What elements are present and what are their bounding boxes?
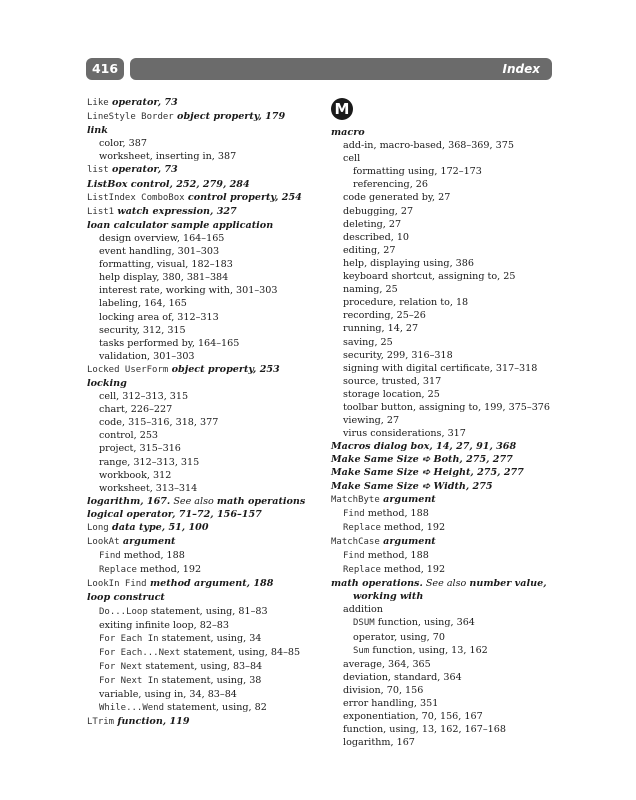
index-subentry (87, 674, 337, 688)
entry-text: deviation, standard, 364 (343, 671, 462, 683)
entry-text: operator, using, 70 (353, 631, 445, 643)
index-subentry (87, 390, 337, 403)
running-header (86, 58, 552, 80)
entry-text: statement, using, 81–83 (147, 605, 268, 617)
index-subentry (331, 283, 571, 296)
code-term: Find (99, 551, 121, 562)
entry-text: number value, working with (353, 578, 547, 603)
index-subentry (331, 671, 571, 684)
index-subentry (87, 660, 337, 674)
index-subentry (331, 414, 571, 427)
code-term: While...Wend (99, 703, 165, 714)
index-entry (87, 577, 337, 591)
entry-text: event handling, 301–303 (99, 246, 220, 258)
entry-text: average, 364, 365 (343, 658, 431, 670)
index-entry (87, 178, 337, 191)
entry-text: security, 312, 315 (99, 324, 186, 336)
entry-text: Macros dialog box, 14, 27, 91, 368 (331, 441, 517, 453)
entry-text: cell (343, 153, 361, 165)
entry-text: procedure, relation to, 18 (343, 297, 469, 309)
index-subentry (87, 403, 337, 416)
entry-text: running, 14, 27 (343, 323, 419, 335)
index-entry (87, 535, 337, 549)
entry-text: division, 70, 156 (343, 684, 424, 696)
index-entry (331, 466, 571, 479)
code-term: Long (87, 523, 109, 533)
entry-text: watch expression, 327 (114, 205, 237, 217)
index-subentry (87, 646, 337, 660)
entry-text: method, 192 (380, 521, 446, 533)
code-term: Do...Loop (99, 606, 148, 617)
index-subentry (87, 429, 337, 442)
code-term: ListIndex ComboBox (87, 192, 185, 203)
index-entry (331, 480, 571, 493)
index-subentry (331, 296, 571, 309)
entry-text: chart, 226–227 (99, 404, 173, 416)
index-entry (87, 219, 337, 232)
entry-text: logical operator, 71–72, 156–157 (87, 508, 262, 520)
index-subentry (87, 337, 337, 350)
entry-text: exiting infinite loop, 82–83 (99, 619, 229, 631)
letter-badge-icon: M (331, 98, 353, 120)
entry-text: loop construct (87, 592, 165, 604)
entry-text: deleting, 27 (343, 218, 402, 230)
entry-text: debugging, 27 (343, 205, 414, 217)
entry-text: statement, using, 83–84 (142, 660, 263, 672)
entry-text: source, trusted, 317 (343, 375, 442, 387)
index-entry (87, 191, 337, 205)
index-subentry (87, 456, 337, 469)
code-term: List1 (87, 206, 115, 217)
index-subentry (331, 736, 571, 749)
code-term: LookIn Find (87, 579, 147, 590)
index-entry (87, 508, 337, 521)
entry-text: object property, 253 (168, 363, 280, 375)
index-entry (331, 577, 571, 603)
index-subentry (87, 232, 337, 245)
index-subentry (331, 388, 571, 401)
index-subentry (331, 563, 571, 577)
index-subentry (87, 324, 337, 337)
entry-text: worksheet, inserting in, 387 (99, 151, 237, 163)
index-entry (87, 495, 337, 508)
entry-text: method argument, 188 (146, 578, 274, 590)
entry-text: range, 312–313, 315 (99, 456, 200, 468)
entry-text: operator, 73 (108, 97, 178, 108)
index-subentry (331, 257, 571, 270)
entry-text: storage location, 25 (343, 388, 440, 400)
entry-text: method, 192 (380, 564, 446, 576)
index-subentry (331, 139, 571, 152)
index-subentry (87, 632, 337, 646)
index-entry (87, 715, 337, 729)
index-subentry (331, 549, 571, 563)
entry-text: signing with digital certificate, 317–318 (343, 362, 538, 374)
entry-text: editing, 27 (343, 244, 396, 256)
entry-text: help display, 380, 381–384 (99, 272, 229, 284)
entry-text: control property, 254 (184, 191, 302, 203)
code-term: LineStyle Border (87, 112, 174, 123)
index-entry (331, 440, 571, 453)
entry-text: addition (343, 604, 383, 616)
index-subentry (331, 362, 571, 375)
entry-text: saving, 25 (343, 336, 393, 348)
entry-text: design overview, 164–165 (99, 232, 225, 244)
entry-text: argument (119, 536, 176, 548)
entry-text: Make Same Size ➪ Both, 275, 277 (331, 454, 513, 466)
code-term: For Each...Next (99, 647, 181, 658)
entry-text: method, 188 (364, 550, 429, 561)
entry-text: link (87, 125, 108, 137)
entry-text: error handling, 351 (343, 698, 439, 710)
index-subentry (331, 165, 571, 178)
index-subentry (331, 270, 571, 283)
index-subentry (331, 231, 571, 244)
entry-text: logarithm, 167. (87, 495, 171, 507)
entry-text: tasks performed by, 164–165 (99, 337, 240, 349)
section-title: Index (502, 62, 540, 76)
entry-text: See also (170, 495, 217, 507)
entry-text: security, 299, 316–318 (343, 349, 453, 361)
index-column-left (87, 96, 337, 729)
entry-text: variable, using in, 34, 83–84 (99, 689, 237, 701)
index-subentry (331, 723, 571, 736)
index-subentry (87, 563, 337, 577)
index-subentry (331, 631, 571, 644)
entry-text: operator, 73 (108, 164, 178, 176)
index-entry (87, 124, 337, 137)
entry-text: locking area of, 312–313 (99, 311, 219, 323)
index-entry (87, 377, 337, 390)
entry-text: formatting, visual, 182–183 (99, 259, 233, 271)
index-subentry (87, 258, 337, 271)
entry-text: project, 315–316 (99, 443, 181, 455)
entry-text: statement, using, 82 (164, 702, 267, 714)
index-subentry (87, 469, 337, 482)
entry-text: method, 188 (120, 550, 185, 562)
index-subentry (331, 152, 571, 165)
index-subentry (331, 603, 571, 616)
index-entry (87, 110, 337, 124)
code-term: Find (343, 508, 365, 519)
index-subentry (331, 218, 571, 231)
entry-text: math operations (216, 495, 306, 507)
index-subentry (87, 482, 337, 495)
entry-text: formatting using, 172–173 (353, 166, 482, 178)
index-subentry (331, 616, 571, 630)
index-entry (331, 453, 571, 466)
entry-text: method, 188 (364, 507, 429, 519)
entry-text: Make Same Size ➪ Width, 275 (331, 480, 493, 492)
index-entry (87, 96, 337, 110)
code-term: Replace (343, 522, 381, 533)
index-subentry (87, 701, 337, 715)
entry-text: toolbar button, assigning to, 199, 375–376 (343, 401, 551, 413)
index-subentry (331, 244, 571, 257)
code-term: Replace (99, 565, 137, 576)
index-subentry (87, 245, 337, 258)
code-term: list (87, 165, 109, 176)
entry-text: add-in, macro-based, 368–369, 375 (343, 140, 514, 152)
entry-text: function, using, 364 (374, 617, 475, 629)
entry-text: ListBox control, 252, 279, 284 (87, 178, 250, 190)
code-term: Like (87, 98, 109, 108)
entry-text: keyboard shortcut, assigning to, 25 (343, 271, 516, 283)
index-subentry (87, 137, 337, 150)
code-term: Replace (343, 565, 381, 576)
index-subentry (87, 549, 337, 563)
code-term: Locked UserForm (87, 364, 169, 375)
entry-text: color, 387 (99, 138, 147, 150)
entry-text: statement, using, 84–85 (180, 646, 301, 658)
code-term: MatchByte (331, 494, 380, 505)
index-subentry (331, 336, 571, 349)
entry-text: function, using, 13, 162 (369, 644, 488, 656)
entry-text: help, displaying using, 386 (343, 257, 474, 269)
entry-text: argument (379, 493, 436, 505)
code-term: For Next (99, 661, 143, 672)
index-subentry (331, 375, 571, 388)
index-subentry (331, 507, 571, 521)
index-subentry (331, 710, 571, 723)
index-subentry (331, 644, 571, 658)
entry-text: argument (379, 535, 436, 547)
code-term: For Next In (99, 676, 159, 687)
index-subentry (331, 322, 571, 335)
entry-text: method, 192 (136, 564, 202, 576)
index-subentry (331, 521, 571, 535)
code-term: Find (343, 551, 365, 561)
index-column-right (331, 96, 571, 749)
index-subentry (331, 178, 571, 191)
index-entry (331, 126, 571, 139)
index-subentry (87, 271, 337, 284)
entry-text: viewing, 27 (343, 415, 400, 427)
index-entry (331, 493, 571, 507)
index-subentry (87, 311, 337, 324)
index-entry (87, 363, 337, 377)
index-entry (87, 163, 337, 177)
index-subentry (331, 684, 571, 697)
index-subentry (331, 205, 571, 218)
entry-text: function, 119 (114, 716, 190, 728)
entry-text: recording, 25–26 (343, 310, 426, 322)
entry-text: logarithm, 167 (343, 737, 415, 749)
index-subentry (331, 658, 571, 671)
index-subentry (87, 297, 337, 310)
entry-text: Make Same Size ➪ Height, 275, 277 (331, 467, 524, 479)
entry-text: locking (87, 377, 127, 389)
index-entry (87, 205, 337, 219)
code-term: MatchCase (331, 536, 380, 547)
code-term: LookAt (87, 537, 120, 548)
code-term: Sum (353, 645, 370, 656)
index-entry (87, 521, 337, 535)
index-entries-m (331, 126, 571, 749)
index-subentry (87, 605, 337, 619)
entry-text: naming, 25 (343, 284, 398, 296)
entry-text: validation, 301–303 (99, 350, 195, 362)
index-subentry (331, 427, 571, 440)
index-subentry (87, 442, 337, 455)
entry-text: code generated by, 27 (343, 192, 451, 204)
entry-text: function, using, 13, 162, 167–168 (343, 724, 506, 736)
index-subentry (87, 619, 337, 632)
index-subentry (331, 309, 571, 322)
code-term: For Each In (99, 633, 159, 644)
index-subentry (331, 697, 571, 710)
entry-text: statement, using, 38 (158, 675, 262, 687)
entry-text: interest rate, working with, 301–303 (99, 285, 278, 297)
entry-text: object property, 179 (173, 111, 286, 123)
entry-text: statement, using, 34 (158, 632, 262, 644)
index-subentry (87, 350, 337, 363)
index-subentry (331, 191, 571, 204)
index-entry (331, 535, 571, 549)
entry-text: described, 10 (343, 231, 410, 243)
index-entry (87, 591, 337, 604)
entry-text: loan calculator sample application (87, 219, 274, 231)
index-subentry (87, 150, 337, 163)
page-number: 416 (86, 58, 124, 80)
index-subentry (331, 349, 571, 362)
entry-text: labeling, 164, 165 (99, 298, 187, 310)
entry-text: math operations. (331, 578, 423, 590)
entry-text: workbook, 312 (99, 469, 172, 481)
index-subentry (87, 284, 337, 297)
code-term: DSUM (353, 618, 375, 629)
entry-text: cell, 312–313, 315 (99, 391, 189, 403)
entry-text: exponentiation, 70, 156, 167 (343, 711, 483, 723)
entry-text: control, 253 (99, 430, 159, 442)
entry-text: data type, 51, 100 (108, 522, 209, 533)
header-bar (130, 58, 552, 80)
entry-text: virus considerations, 317 (343, 428, 466, 440)
entry-text: code, 315–316, 318, 377 (99, 417, 219, 429)
entry-text: referencing, 26 (353, 179, 429, 191)
index-subentry (87, 688, 337, 701)
entry-text: See also (422, 578, 470, 590)
entry-text: worksheet, 313–314 (99, 482, 198, 494)
code-term: LTrim (87, 717, 115, 728)
index-subentry (87, 416, 337, 429)
entry-text: macro (331, 127, 365, 138)
index-subentry (331, 401, 571, 414)
